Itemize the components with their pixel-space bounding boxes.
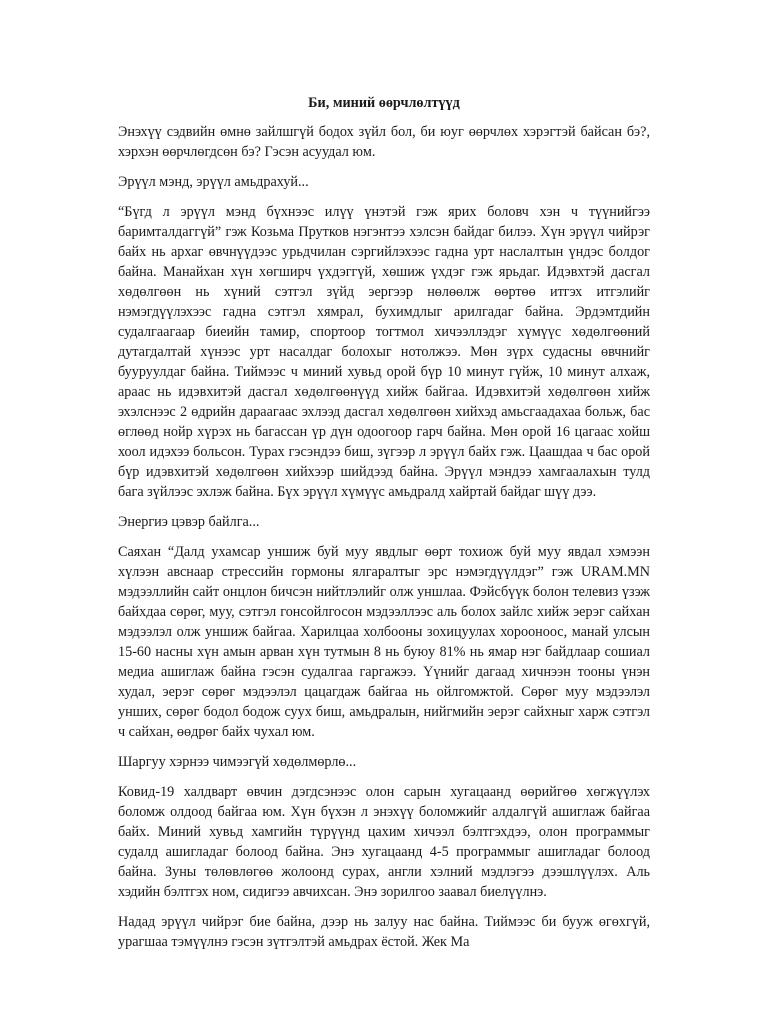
- health-paragraph: “Бүгд л эрүүл мэнд бүхнээс илүү үнэтэй гэж ярих боловч хэн ч түүнийгээ баримталдаггүй” гэж Козьма Прутков нэгэнтээ хэлсэн байдаг билээ. Хүн эрүүл чийрэг байх нь архаг өвчнүүдээс урьдчилан сэргийлэхээс гадна урт наслалтын үндэс болдог байна. Манайхан хүн хөгширч үхдэггүй, хөшиж үхдэг гэж ярьдаг. Идэвхтэй дасгал хөдөлгөөн нь хүний сэтгэл зүйд эергээр нөлөөлж өөртөө итгэх итгэлийг нэмэгдүүлэхээс гадна сэтгэл хямрал, бухимдлыг арилгадаг байна. Эрдэмтдийн судалгаагаар биеийн тамир, спортоор тогтмол хичээллэдэг хүмүүс хөдөлгөөний дутагдалтай хүнээс урт насалдаг болохыг нотолжээ. Мөн зүрх судасны өвчнийг бууруулдаг байна. Тиймээс ч миний хувьд орой бүр 10 минут гүйж, 10 минут алхаж, араас нь идэвхитэй дасгал хөдөлгөөнүүд хийж байгаа. Идэвхитэй хөдөлгөөн хийж эхэлснээс 2 өдрийн дараагаас эхлээд дасгал хөдөлгөөн хийхэд амьсгаадахаа больж, бас өглөөд нойр хүрэх нь багассан үр дүн одоогоор гарч байна. Мөн орой 16 цагаас хойш хоол идэхээ больсон. Турах гэсэндээ биш, зүгээр л эрүүл байх гэж. Цаашдаа ч бас орой бүр идэвхитэй хөдөлгөөн хийхээр шийдээд байна. Эрүүл мэндээ хамгаалахын тулд бага зүйлээс эхлэж байна. Бүх эрүүл хүмүүс амьдралд хайртай байдаг шүү дээ.: [118, 204, 650, 500]
- section-heading-work: Шаргуу хэрнээ чимээгүй хөдөлмөрлө...: [118, 754, 357, 770]
- energy-paragraph: Саяхан “Далд ухамсар уншиж буй муу явдлыг өөрт тохиож буй муу явдал хэмээн хүлээн авснаар стрессийн гормоны ялгаралтыг эрс нэмэгдүүлдэг” гэж URAM.MN мэдээллийн сайт онцлон бичсэн нийтлэлийг олж уншлаа. Фэйсбүүк болон телевиз үзэж байхдаа сөрөг, муу, сэтгэл гонсойлгосон мэдээллээс аль болох зайлс хийж эерэг сайхан мэдээлэл олж уншиж байгаа. Харилцаа холбооны зохицуулах хорооноос, манай улсын 15-60 насны хүн амын арван хүн тутмын 8 нь буюу 81% нь ямар нэг байдлаар сошиал медиа ашиглаж байна гэсэн судалгаа гаргажээ. Үүнийг дагаад хичнээн тооны үнэн худал, эерэг сөрөг мэдээлэл цацагдаж байгаа нь ойлгомжтой. Сөрөг муу мэдээлэл унших, сөрөг бодол бодож суух биш, амьдралын, нийгмийн эерэг сайхныг харж сэтгэл ч сайхан, өөдрөг байх чухал юм.: [118, 544, 650, 740]
- section-heading-health: Эрүүл мэнд, эрүүл амьдрахуй...: [118, 174, 309, 190]
- document-title: Би, миний өөрчлөлтүүд: [308, 95, 460, 111]
- section-heading-energy: Энергиэ цэвэр байлга...: [118, 514, 260, 530]
- document-body: [118, 93, 650, 962]
- closing-paragraph: Надад эрүүл чийрэг бие байна, дээр нь залуу нас байна. Тиймээс би бууж өгөхгүй, урагшаа тэмүүлнэ гэсэн зүтгэлтэй амьдрах ёстой. Жек Ма: [118, 914, 650, 950]
- intro-paragraph: Энэхүү сэдвийн өмнө зайлшгүй бодох зүйл бол, би юуг өөрчлөх хэрэгтэй байсан бэ?, хэрхэн өөрчлөгдсөн бэ? Гэсэн асуудал юм.: [118, 124, 650, 160]
- work-paragraph: Ковид-19 халдварт өвчин дэгдсэнээс олон сарын хугацаанд өөрийгөө хөгжүүлэх боломж олдоод байгаа юм. Хүн бүхэн л энэхүү боломжийг алдалгүй ашиглаж байгаа байх. Миний хувьд хамгийн түрүүнд цахим хичээл бэлтгэхдээ, олон программыг судалд ашигладаг болоод байна. Энэ хугацаанд 4-5 программыг ашигладаг болоод байна. Зуны төлөвлөгөө жолоонд сурах, англи хэлний мэдлэгээ дээшлүүлэх. Аль хэдийн бэлтгэх ном, сидигээ авчихсан. Энэ зорилгоо заавал биелүүлнэ.: [118, 784, 650, 900]
